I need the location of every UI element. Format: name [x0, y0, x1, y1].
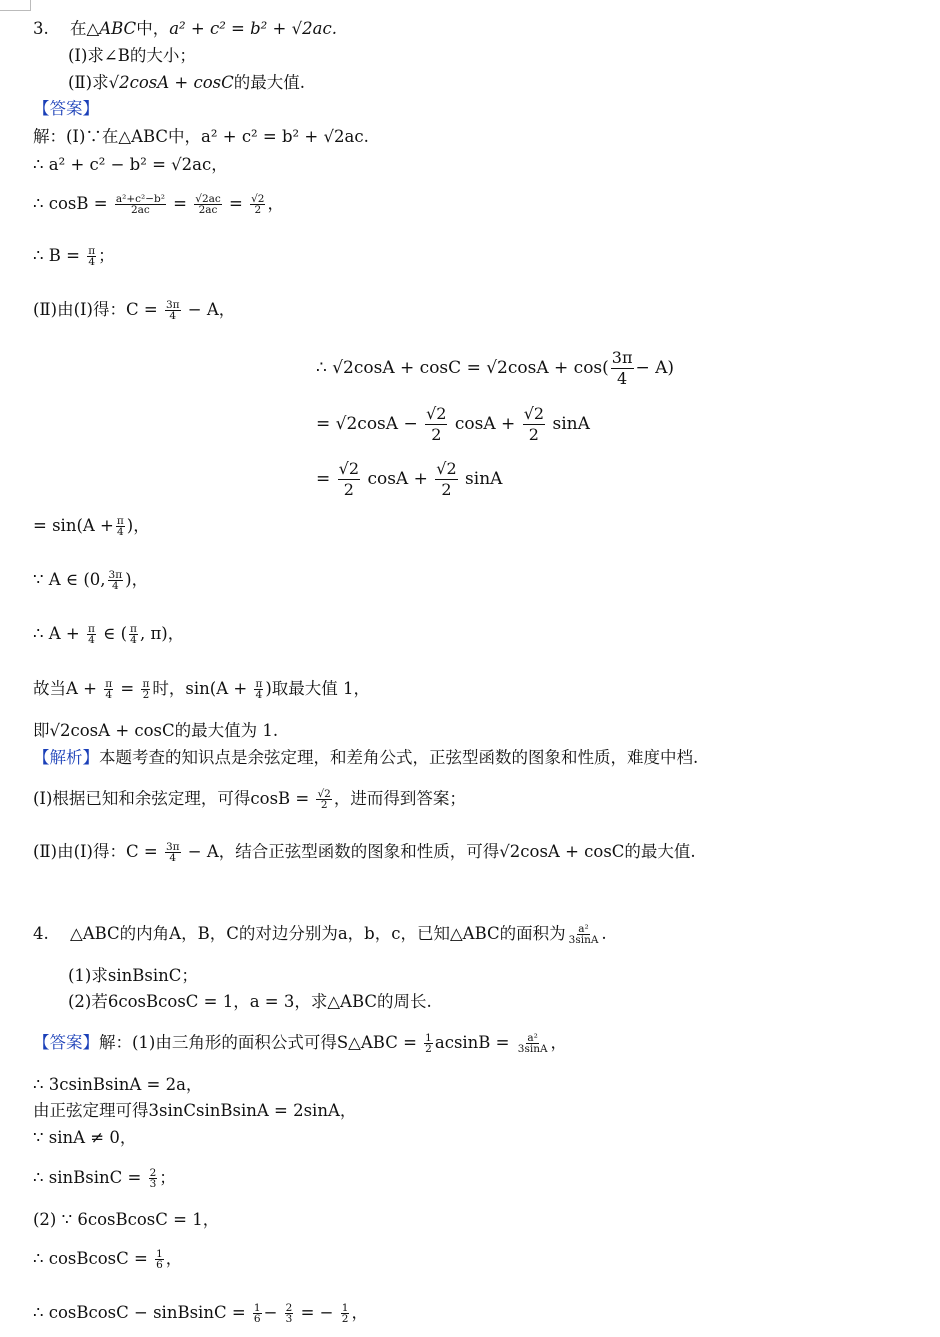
q4-part2: (2)若6cosBcosC = 1，a = 3，求△ABC的周长. [68, 992, 432, 1011]
q3-step-7: ∵ A ∈ (0, $\frac{3\pi}{4}$ )， [33, 568, 149, 592]
q4-step-4: ∵ sinA ≠ 0， [33, 1128, 137, 1147]
q3-step-10: 即√2cosA + cosC的最大值为 1. [33, 721, 279, 740]
fraction: $\frac{√2}{2}$ [523, 404, 545, 444]
q3-step-6: = sin(A + $\frac{\pi}{4}$ )， [33, 514, 150, 538]
fraction: $\frac{3\pi}{4}$ [165, 298, 180, 322]
fraction: $\frac{1}{2}$ [425, 1031, 432, 1055]
q3-condition: a² + c² = b² + √2ac. [169, 19, 337, 38]
q3-analysis: 【解析】本题考查的知识点是余弦定理，和差角公式，正弦型函数的图象和性质，难度中档. [33, 748, 699, 767]
q3-analysis-label: 【解析】 [33, 748, 99, 767]
fraction: $\frac{3\pi}{4}$ [611, 348, 633, 388]
q3-answer-label: 【答案】 [33, 99, 99, 118]
q3-step-2: ∴ a² + c² − b² = √2ac， [33, 155, 228, 174]
q3-step-3: ∴ cosB = $\frac{\text{a²+c²−b²}}{2ac}$ = $\frac{√2ac}{2ac}$ = $\frac{√2}{2}$ ， [33, 192, 284, 216]
fraction: $\frac{\pi}{4}$ [87, 622, 95, 646]
q4-step-1: 【答案】解：(1)由三角形的面积公式可得S△ABC = $\frac{1}{2}$ acsinB = $\frac{\text{a²}}{3\sin A}$ ， [33, 1031, 568, 1055]
fraction: $\frac{√2}{2}$ [317, 787, 331, 811]
q3-step-1: 解：(Ⅰ)∵在△ABC中，a² + c² = b² + √2ac. [33, 127, 369, 146]
q3-analysis-2: (Ⅱ)由(I)得：C = $\frac{3\pi}{4}$ − A，结合正弦型函数的图象和性质，可得√2cosA + cosC的最大值. [33, 840, 696, 864]
fraction: $\frac{\pi}{4}$ [130, 622, 137, 646]
q4-stem: 4. △ABC的内角A，B，C的对边分别为a，b，c，已知△ABC的面积为 $\frac{\text{a²}}{3\sin A}$ . [33, 922, 607, 946]
fraction: $\frac{\text{a²}}{3\sin A}$ [568, 922, 599, 946]
q3-display-line-3: = $\frac{√2}{2}$ cosA + $\frac{√2}{2}$ sinA [316, 459, 503, 499]
q3-analysis-1: (Ⅰ)根据已知和余弦定理，可得cosB = $\frac{√2}{2}$ ，进而得到答案； [33, 787, 466, 811]
q3-display-line-1: ∴ √2cosA + cosC = √2cosA + cos( $\frac{3\pi}{4}$ − A) [316, 348, 675, 388]
fraction: $\frac{1}{2}$ [341, 1301, 349, 1325]
q4-answer-label: 【答案】 [33, 1033, 99, 1052]
fraction: $\frac{√2}{2}$ [251, 192, 265, 216]
q4-step-6: (2) ∵ 6cosBcosC = 1， [33, 1210, 220, 1229]
q3-step-4: ∴ B = $\frac{\pi}{4}$ ； [33, 244, 115, 268]
fraction: $\frac{2}{3}$ [149, 1166, 157, 1190]
q3-stem: 3. 在△ABC中，a² + c² = b² + √2ac. [33, 19, 337, 38]
q3-display-line-2: = √2cosA − $\frac{√2}{2}$ cosA + $\frac{√2}{2}$ sinA [316, 404, 590, 444]
fraction: $\frac{\pi}{2}$ [142, 677, 150, 701]
fraction: $\frac{\pi}{4}$ [255, 677, 263, 701]
fraction: $\frac{3\pi}{4}$ [108, 568, 123, 592]
fraction: $\frac{√2ac}{2ac}$ [195, 192, 221, 216]
q4-step-5: ∴ sinBsinC = $\frac{2}{3}$ ； [33, 1166, 176, 1190]
fraction: $\frac{1}{6}$ [156, 1247, 163, 1271]
page-corner-mark [0, 0, 31, 11]
fraction: $\frac{3\pi}{4}$ [165, 840, 180, 864]
fraction: $\frac{√2}{2}$ [338, 459, 360, 499]
q3-number: 3. [33, 19, 49, 38]
q3-part2: (Ⅱ)求√2cosA + cosC的最大值. [68, 73, 305, 92]
q4-part1: (1)求sinBsinC； [68, 966, 198, 985]
fraction: $\frac{\pi}{4}$ [116, 514, 124, 538]
q3-step-9: 故当A + $\frac{\pi}{4}$ = $\frac{\pi}{2}$ 时，sin(A + $\frac{\pi}{4}$ )取最大值 1， [33, 677, 371, 701]
fraction: $\frac{\text{a²+c²−b²}}{2ac}$ [115, 192, 165, 216]
fraction: $\frac{1}{6}$ [253, 1301, 261, 1325]
fraction: $\frac{\pi}{4}$ [105, 677, 113, 701]
q3-step-8: ∴ A + $\frac{\pi}{4}$ ∈ ( $\frac{\pi}{4}$ , π)， [33, 622, 185, 646]
fraction: $\frac{√2}{2}$ [436, 459, 457, 499]
fraction: $\frac{\text{a²}}{3\sin A}$ [517, 1031, 548, 1055]
fraction: $\frac{√2}{2}$ [426, 404, 447, 444]
q4-step-3: 由正弦定理可得3sinCsinBsinA = 2sinA， [33, 1101, 357, 1120]
fraction: $\frac{\pi}{4}$ [88, 244, 96, 268]
q4-step-2: ∴ 3csinBsinA = 2a， [33, 1075, 203, 1094]
fraction: $\frac{2}{3}$ [285, 1301, 293, 1325]
q4-step-7: ∴ cosBcosC = $\frac{1}{6}$ ， [33, 1247, 183, 1271]
q4-number: 4. [33, 924, 49, 943]
q3-step-5: (Ⅱ)由(I)得：C = $\frac{3\pi}{4}$ − A， [33, 298, 236, 322]
q4-step-8: ∴ cosBcosC − sinBsinC = $\frac{1}{6}$ − $\frac{2}{3}$ = − $\frac{1}{2}$ ， [33, 1301, 368, 1325]
q3-part1: (Ⅰ)求∠B的大小； [68, 46, 196, 65]
